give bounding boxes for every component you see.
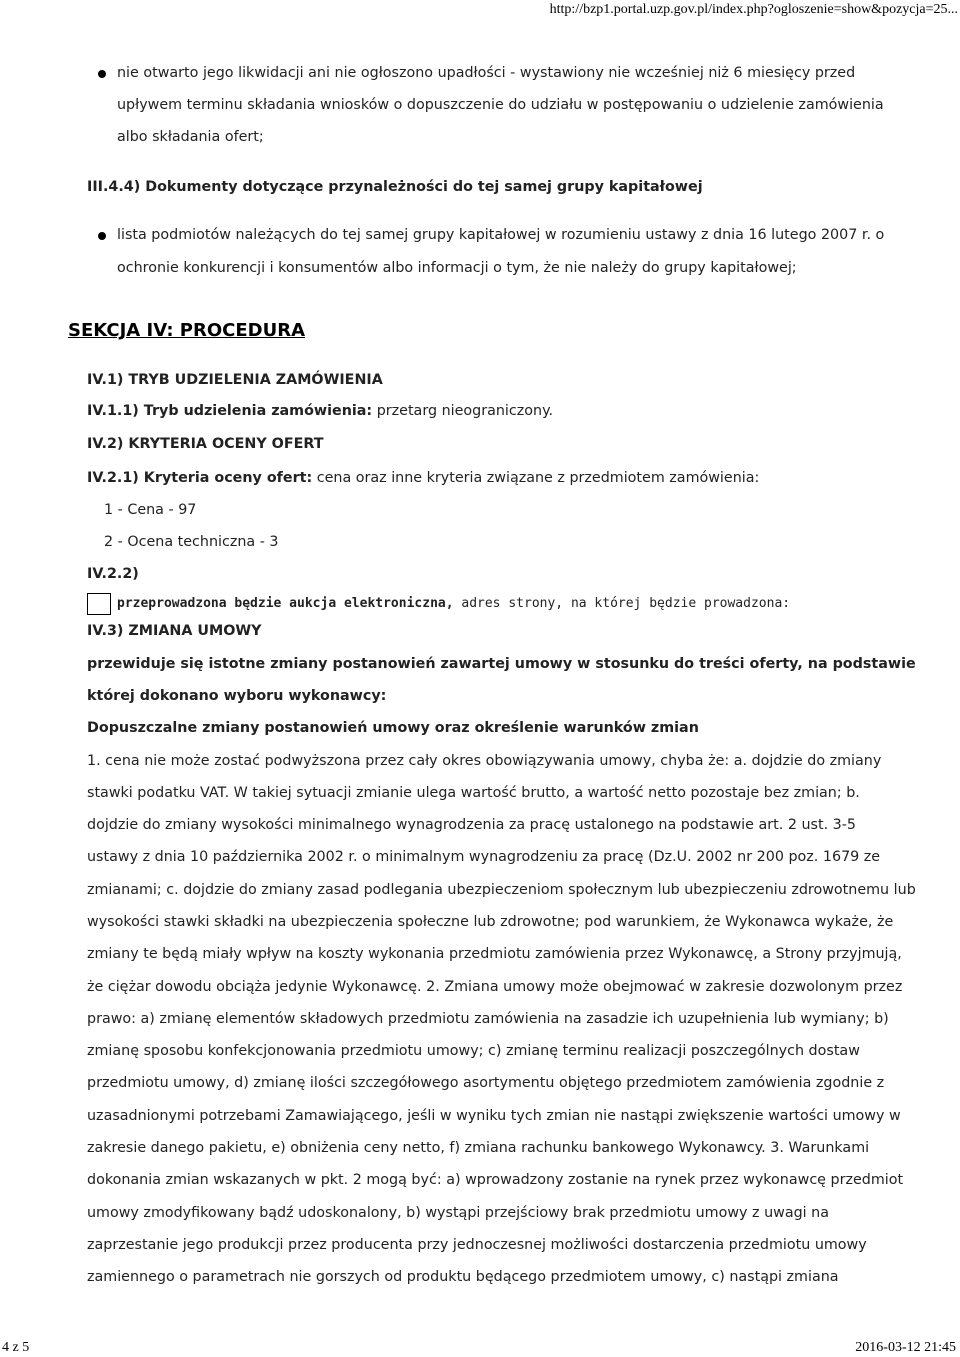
body-line: zmianami; c. dojdzie do zmiany zasad podlegania ubezpieczeniom społecznym lub ubezpieczeniu zdrowotnemu lub	[87, 882, 916, 898]
label-iv11: IV.1.1) Tryb udzielenia zamówienia:	[87, 403, 373, 419]
body-line: uzasadnionymi potrzebami Zamawiającego, jeśli w wyniku tych zmian nie nastąpi zwiększenie wartości umowy w	[87, 1108, 901, 1124]
value-iv21: cena oraz inne kryteria związane z przedmiotem zamówienia:	[316, 470, 760, 486]
bullet-text-line: albo składania ofert;	[117, 129, 264, 145]
bullet-text-line: ochronie konkurencji i konsumentów albo informacji o tym, że nie należy do grupy kapitałowej;	[117, 260, 797, 276]
body-line: zakresie danego pakietu, e) obniżenia ceny netto, f) zmiana rachunku bankowego Wykonawcy. 3. Warunkami	[87, 1140, 870, 1156]
body-line: zmiany te będą miały wpływ na koszty wykonania przedmiotu zamówienia przez Wykonawcę, a Strony przyjmują,	[87, 946, 902, 962]
body-line: dojdzie do zmiany wysokości minimalnego wynagrodzenia za pracę ustalonego na podstawie art. 2 ust. 3-5	[87, 817, 857, 833]
heading-iv2: IV.2) KRYTERIA OCENY OFERT	[87, 436, 324, 452]
bullet-icon	[98, 70, 106, 78]
body-line: stawki podatku VAT. W takiej sytuacji zmianie ulega wartość brutto, a wartość netto pozostaje bez zmian; b.	[87, 785, 860, 801]
heading-iv22: IV.2.2)	[87, 566, 139, 582]
body-line: przedmiotu umowy, d) zmianę ilości szczegółowego asortymentu objętego przedmiotem zamówienia zgodnie z	[87, 1075, 885, 1091]
auction-text	[117, 596, 790, 611]
bullet-text-line: upływem terminu składania wniosków o dopuszczenie do udziału w postępowaniu o udzielenie zamówienia	[117, 97, 884, 113]
body-line: zamiennego o parametrach nie gorszych od produktu będącego przedmiotem umowy, c) nastąpi zmiana	[87, 1269, 839, 1285]
page-url-header: http://bzp1.portal.uzp.gov.pl/index.php?ogloszenie=show&pozycja=25...	[549, 2, 958, 17]
heading-iv1: IV.1) TRYB UDZIELENIA ZAMÓWIENIA	[87, 372, 383, 388]
label-iv21: IV.2.1) Kryteria oceny ofert:	[87, 470, 313, 486]
auction-rest-text: adres strony, na której będzie prowadzona:	[461, 596, 791, 611]
changes-text-line: przewiduje się istotne zmiany postanowień zawartej umowy w stosunku do treści oferty, na podstawie	[87, 656, 916, 672]
criteria-item: 2 - Ocena techniczna - 3	[104, 534, 279, 550]
page-number: 4 z 5	[2, 1340, 30, 1355]
value-iv11: przetarg nieograniczony.	[376, 403, 554, 419]
heading-iv3: IV.3) ZMIANA UMOWY	[87, 623, 262, 639]
body-line: umowy zmodyfikowany bądź udoskonalony, b) wystąpi przejściowy brak przedmiotu umowy z uwagi na	[87, 1205, 829, 1221]
body-line: 1. cena nie może zostać podwyższona przez cały okres obowiązywania umowy, chyba że: a. dojdzie do zmiany	[87, 753, 882, 769]
section-title: SEKCJA IV: PROCEDURA	[68, 320, 305, 341]
auction-checkbox[interactable]	[87, 593, 111, 615]
row-iv11	[87, 403, 553, 419]
body-line: ustawy z dnia 10 października 2002 r. o minimalnym wynagrodzeniu za pracę (Dz.U. 2002 nr 200 poz. 1679 ze	[87, 849, 881, 865]
bullet-text-line: lista podmiotów należących do tej samej grupy kapitałowej w rozumieniu ustawy z dnia 16 lutego 2007 r. o	[117, 227, 885, 243]
print-datetime: 2016-03-12 21:45	[855, 1340, 956, 1355]
bullet-icon	[98, 232, 106, 240]
body-line: że ciężar dowodu obciąża jedynie Wykonawcę. 2. Zmiana umowy może obejmować w zakresie dozwolonym przez	[87, 979, 903, 995]
body-line: zmianę sposobu konfekcjonowania przedmiotu umowy; c) zmianę terminu realizacji poszczególnych dostaw	[87, 1043, 860, 1059]
changes-text-line: której dokonano wyboru wykonawcy:	[87, 688, 387, 704]
body-line: prawo: a) zmianę elementów składowych przedmiotu zamówienia na zasadzie ich uzupełnienia lub wymiany; b)	[87, 1011, 889, 1027]
body-line: dokonania zmian wskazanych w pkt. 2 mogą być: a) wprowadzony zostanie na rynek przez wykonawcę przedmiot	[87, 1172, 904, 1188]
body-line: zaprzestanie jego produkcji przez producenta przy jednoczesnej możliwości dostarczenia przedmiotu umowy	[87, 1237, 867, 1253]
criteria-item: 1 - Cena - 97	[104, 502, 197, 518]
body-line: wysokości stawki składki na ubezpieczenia społeczne lub zdrowotne; pod warunkiem, że Wykonawca wykaże, że	[87, 914, 894, 930]
bullet-text-line: nie otwarto jego likwidacji ani nie ogłoszono upadłości - wystawiony nie wcześniej niż 6 miesięcy przed	[117, 65, 856, 81]
section-heading-iii44: III.4.4) Dokumenty dotyczące przynależności do tej samej grupy kapitałowej	[87, 179, 703, 195]
auction-bold-text: przeprowadzona będzie aukcja elektroniczna,	[117, 596, 454, 611]
row-iv21	[87, 470, 759, 486]
allowed-changes-title: Dopuszczalne zmiany postanowień umowy oraz określenie warunków zmian	[87, 720, 699, 736]
